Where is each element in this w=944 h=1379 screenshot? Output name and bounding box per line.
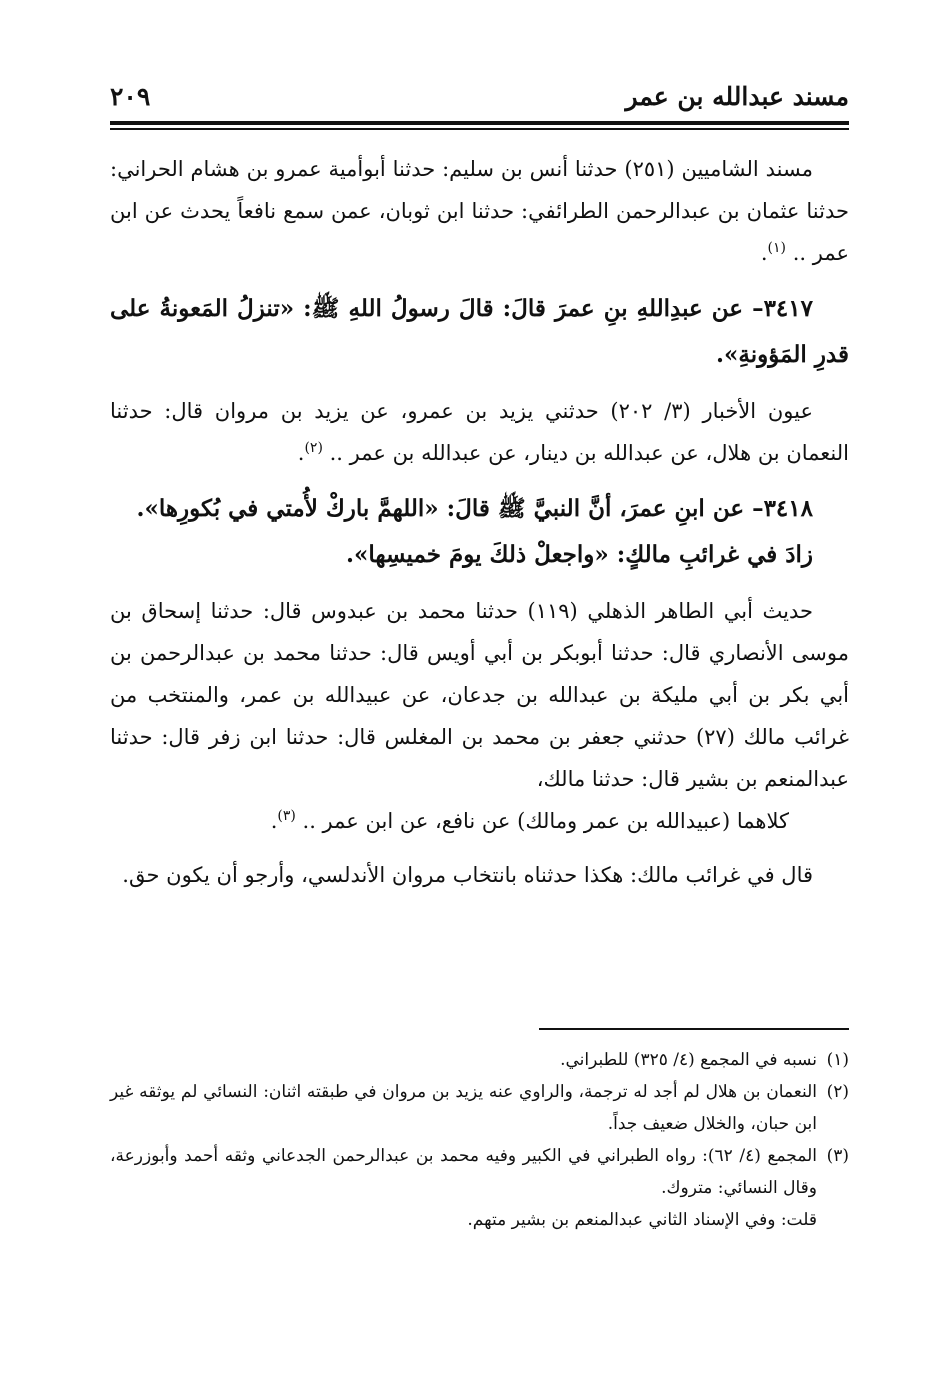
footnote-ref-3: (٣) — [277, 808, 296, 824]
hadith-3417: ٣٤١٧– عن عبدِاللهِ بنِ عمرَ قالَ: قالَ رسولُ اللهِ ﷺ: «تنزلُ المَعونةُ على قدرِ المَؤونةِ». — [110, 295, 849, 368]
footnote-1 — [110, 1044, 849, 1076]
end-dot: . — [760, 241, 768, 265]
source-paragraph-1 — [110, 148, 849, 274]
book-page — [110, 80, 849, 1319]
source-text-2: عيون الأخبار (٣/ ٢٠٢) حدثني يزيد بن عمرو، عن يزيد بن مروان قال: حدثنا النعمان بن هلال، عن عبدالله بن دينار، عن عبدالله بن عمر .. — [110, 399, 849, 465]
footnote-3 — [110, 1140, 849, 1204]
source-text-1: مسند الشاميين (٢٥١) حدثنا أنس بن سليم: حدثنا أبوأمية عمرو بن هشام الحراني: حدثنا عثمان بن عبدالرحمن الطرائفي: حدثنا ابن ثوبان، عمن سمع نافعاً يحدث عن ابن عمر .. — [110, 157, 849, 265]
footnote-separator — [539, 1028, 849, 1030]
source-paragraph-2 — [110, 390, 849, 474]
hadith-3418-addition: زادَ في غرائبِ مالكٍ: «واجعلْ ذلكَ يومَ خميسِها». — [346, 541, 813, 568]
end-dot: . — [297, 441, 305, 465]
source-text-4: كلاهما (عبيدالله بن عمر ومالك) عن نافع، عن ابن عمر .. — [302, 809, 789, 833]
footnote-number: (٢) — [826, 1082, 849, 1102]
footnote-ref-2: (٢) — [304, 440, 323, 456]
end-dot: . — [270, 809, 278, 833]
footnote-text: النعمان بن هلال لم أجد له ترجمة، والراوي عنه يزيد بن مروان في طبقته اثنان: النسائي لم يوثقه غير ابن حبان، والخلال ضعيف جداً. — [110, 1082, 817, 1134]
running-title: مسند عبدالله بن عمر — [625, 82, 849, 111]
footnote-number: (٣) — [826, 1146, 849, 1166]
footnote-text: نسبه في المجمع (٤/ ٣٢٥) للطبراني. — [560, 1050, 817, 1070]
header-rule-thick — [110, 121, 849, 125]
source-paragraph-4 — [110, 800, 849, 842]
footnote-number: (١) — [826, 1050, 849, 1070]
header-rule-thin — [110, 128, 849, 130]
source-paragraph-3: حديث أبي الطاهر الذهلي (١١٩) حدثنا محمد بن عبدوس قال: حدثنا إسحاق بن موسى الأنصاري قال: حدثنا أبوبكر بن أبي أويس قال: حدثنا محمد بن عبدالرحمن بن أبي بكر بن أبي مليكة بن عبدالله بن جدعان، عن عبيدالله بن عمر، والمنتخب من غرائب مالك (٢٧) حدثني جعفر بن محمد بن المغلس قال: حدثنا ابن زفر قال: حدثنا عبدالمنعم بن بشير قال: حدثنا مالك، — [110, 599, 849, 791]
footnote-3-comment: قلت: وفي الإسناد الثاني عبدالمنعم بن بشير متهم. — [467, 1210, 817, 1230]
footnote-ref-1: (١) — [767, 240, 787, 256]
source-paragraph-5: قال في غرائب مالك: هكذا حدثناه بانتخاب مروان الأندلسي، وأرجو أن يكون حق. — [122, 863, 813, 887]
page-number: ٢٠٩ — [110, 82, 151, 111]
footnote-2 — [110, 1076, 849, 1140]
footnotes — [110, 1044, 849, 1236]
main-text — [110, 148, 849, 908]
footnote-text: المجمع (٤/ ٦٢): رواه الطبراني في الكبير وفيه محمد بن عبدالرحمن الجدعاني وثقه أحمد وأبوزرعة، وقال النسائي: متروك. — [110, 1146, 817, 1198]
hadith-3418: ٣٤١٨– عن ابنِ عمرَ، أنَّ النبيَّ ﷺ قالَ: «اللهمَّ باركْ لأُمتي في بُكورِها». — [136, 495, 813, 522]
page-header — [110, 80, 849, 120]
